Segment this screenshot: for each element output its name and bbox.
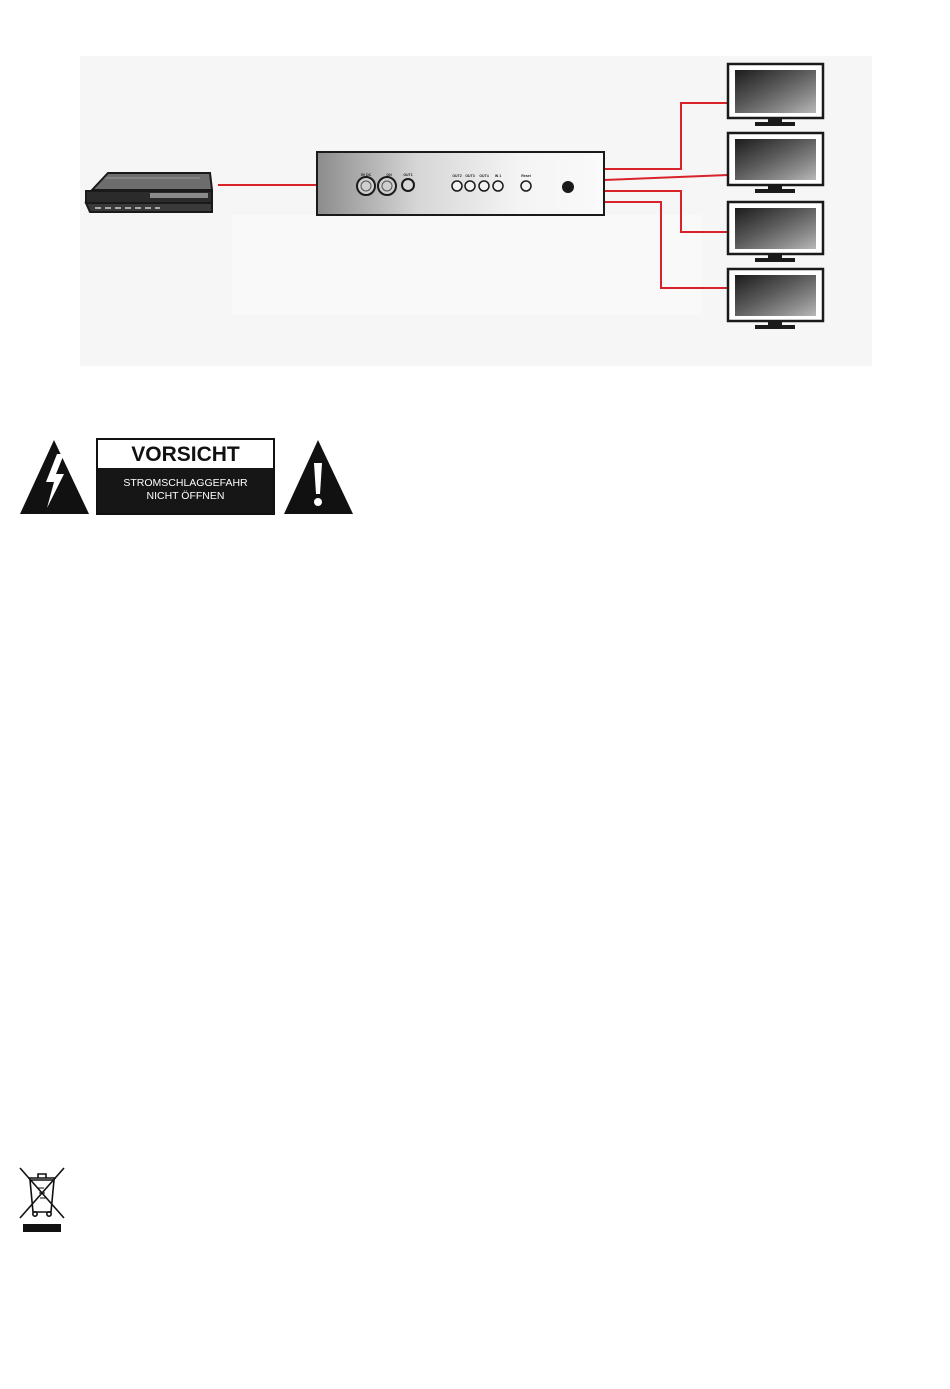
monitor-icon bbox=[728, 64, 823, 126]
output-cable-1 bbox=[604, 103, 728, 169]
caution-band bbox=[98, 468, 273, 513]
port-label-in1: Reset bbox=[521, 174, 531, 178]
lightning-warning-icon bbox=[20, 440, 89, 514]
monitor-icon bbox=[728, 202, 823, 262]
output-cable-4 bbox=[604, 202, 728, 288]
output-cable-2 bbox=[604, 175, 728, 180]
caution-label bbox=[96, 438, 275, 515]
port-label-out1: OUT2 bbox=[452, 174, 462, 178]
weee-crossed-bin-icon bbox=[18, 1166, 66, 1234]
exclamation-warning-icon bbox=[284, 440, 353, 514]
port-label-on: OUT1 bbox=[403, 173, 413, 177]
port-label-out2: OUT3 bbox=[465, 174, 475, 178]
connection-diagram bbox=[0, 0, 950, 380]
monitor-icon bbox=[728, 269, 823, 329]
port-label-out4: IN 1 bbox=[494, 174, 502, 178]
diagram-drawing bbox=[0, 0, 950, 380]
caution-line-2: NICHT ÖFFNEN bbox=[146, 490, 225, 502]
hdmi-splitter bbox=[317, 152, 604, 215]
port-label-dc: ON bbox=[386, 173, 392, 177]
port-label-power: 5V DC bbox=[360, 173, 372, 177]
game-console-icon bbox=[86, 173, 212, 212]
caution-title: VORSICHT bbox=[131, 443, 240, 466]
output-cable-3 bbox=[604, 191, 728, 232]
caution-line-1: STROMSCHLAGGEFAHR bbox=[123, 477, 248, 489]
monitor-icon bbox=[728, 133, 823, 193]
port-label-out3: OUT4 bbox=[479, 174, 489, 178]
